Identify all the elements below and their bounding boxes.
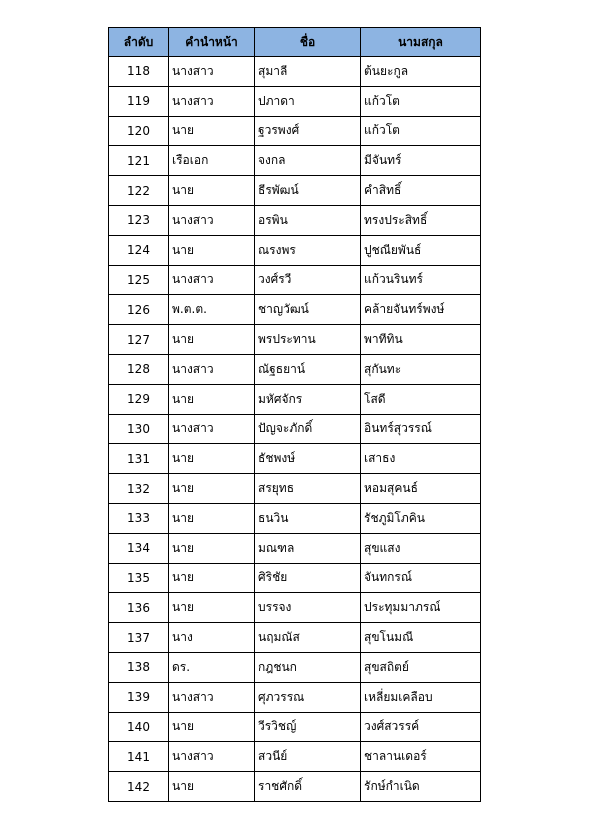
cell-surname: แก้วโต <box>361 86 481 116</box>
table-row <box>109 384 481 414</box>
cell-name: อรพิน <box>255 205 361 235</box>
cell-surname: สุขโนมณี <box>361 623 481 653</box>
cell-prefix: นาง <box>169 623 255 653</box>
cell-no: 124 <box>109 235 169 265</box>
cell-name: กฎชนก <box>255 652 361 682</box>
cell-no: 138 <box>109 652 169 682</box>
cell-surname: เหลี่ยมเคลือบ <box>361 682 481 712</box>
cell-name: ปัญจะภักดิ์ <box>255 414 361 444</box>
cell-surname: เสาธง <box>361 444 481 474</box>
cell-prefix: นาย <box>169 563 255 593</box>
cell-name: วงศ์รวี <box>255 265 361 295</box>
cell-prefix: นางสาว <box>169 57 255 87</box>
table-row <box>109 325 481 355</box>
cell-surname: รักษ์กำเนิด <box>361 772 481 802</box>
cell-prefix: นางสาว <box>169 205 255 235</box>
cell-no: 123 <box>109 205 169 235</box>
cell-surname: สุขแสง <box>361 533 481 563</box>
cell-no: 126 <box>109 295 169 325</box>
table-row <box>109 295 481 325</box>
cell-name: มณฑล <box>255 533 361 563</box>
cell-name: ศุภวรรณ <box>255 682 361 712</box>
table-row <box>109 742 481 772</box>
cell-no: 140 <box>109 712 169 742</box>
cell-name: ธัชพงษ์ <box>255 444 361 474</box>
table-row <box>109 146 481 176</box>
cell-name: ชาญวัฒน์ <box>255 295 361 325</box>
name-list-table-container <box>108 27 480 802</box>
cell-name: นฤมณัส <box>255 623 361 653</box>
cell-surname: ชาลานเดอร์ <box>361 742 481 772</box>
table-row <box>109 563 481 593</box>
cell-surname: พาทีทิน <box>361 325 481 355</box>
column-header-name: ชื่อ <box>255 28 361 57</box>
cell-surname: แก้วโต <box>361 116 481 146</box>
cell-name: ปภาดา <box>255 86 361 116</box>
table-row <box>109 623 481 653</box>
cell-name: มหัศจักร <box>255 384 361 414</box>
cell-no: 129 <box>109 384 169 414</box>
cell-surname: สุขสถิตย์ <box>361 652 481 682</box>
cell-name: ธนวิน <box>255 503 361 533</box>
cell-surname: รัชภูมิโภคิน <box>361 503 481 533</box>
cell-prefix: ดร. <box>169 652 255 682</box>
cell-surname: ประทุมมาภรณ์ <box>361 593 481 623</box>
cell-name: วีรวิชญ์ <box>255 712 361 742</box>
cell-prefix: นาย <box>169 384 255 414</box>
cell-no: 130 <box>109 414 169 444</box>
table-row <box>109 474 481 504</box>
cell-prefix: นาย <box>169 772 255 802</box>
cell-prefix: นาย <box>169 116 255 146</box>
header-row <box>109 28 481 57</box>
cell-prefix: นางสาว <box>169 414 255 444</box>
table-row <box>109 205 481 235</box>
cell-no: 135 <box>109 563 169 593</box>
table-row <box>109 712 481 742</box>
table-row <box>109 593 481 623</box>
column-header-no: ลำดับ <box>109 28 169 57</box>
cell-prefix: เรือเอก <box>169 146 255 176</box>
cell-no: 119 <box>109 86 169 116</box>
cell-name: ราชศักดิ์ <box>255 772 361 802</box>
table-header <box>109 28 481 57</box>
cell-no: 121 <box>109 146 169 176</box>
cell-name: ฐวรพงศ์ <box>255 116 361 146</box>
cell-prefix: นาย <box>169 176 255 206</box>
name-list-table <box>108 27 481 802</box>
cell-prefix: นางสาว <box>169 265 255 295</box>
cell-no: 128 <box>109 354 169 384</box>
cell-surname: โสดี <box>361 384 481 414</box>
cell-prefix: นาย <box>169 533 255 563</box>
table-body <box>109 57 481 802</box>
cell-no: 118 <box>109 57 169 87</box>
cell-prefix: นาย <box>169 235 255 265</box>
cell-no: 131 <box>109 444 169 474</box>
cell-no: 142 <box>109 772 169 802</box>
cell-name: สุมาลี <box>255 57 361 87</box>
cell-prefix: นาย <box>169 503 255 533</box>
cell-surname: สุกันทะ <box>361 354 481 384</box>
table-row <box>109 533 481 563</box>
table-row <box>109 772 481 802</box>
cell-name: พรประทาน <box>255 325 361 355</box>
cell-surname: หอมสุคนธ์ <box>361 474 481 504</box>
cell-prefix: นางสาว <box>169 354 255 384</box>
cell-name: สรยุทธ <box>255 474 361 504</box>
cell-no: 125 <box>109 265 169 295</box>
table-row <box>109 176 481 206</box>
table-row <box>109 444 481 474</box>
table-row <box>109 86 481 116</box>
cell-name: สวนีย์ <box>255 742 361 772</box>
table-row <box>109 414 481 444</box>
cell-prefix: นางสาว <box>169 86 255 116</box>
cell-no: 141 <box>109 742 169 772</box>
cell-no: 127 <box>109 325 169 355</box>
cell-name: จงกล <box>255 146 361 176</box>
cell-surname: คำสิทธิ์ <box>361 176 481 206</box>
cell-surname: ทรงประสิทธิ์ <box>361 205 481 235</box>
cell-no: 134 <box>109 533 169 563</box>
cell-no: 136 <box>109 593 169 623</box>
table-row <box>109 652 481 682</box>
cell-prefix: นาย <box>169 474 255 504</box>
cell-prefix: นาย <box>169 712 255 742</box>
cell-name: ณัฐธยาน์ <box>255 354 361 384</box>
cell-name: ศิริชัย <box>255 563 361 593</box>
cell-prefix: นาย <box>169 325 255 355</box>
cell-prefix: นางสาว <box>169 742 255 772</box>
cell-surname: มีจันทร์ <box>361 146 481 176</box>
cell-prefix: นาย <box>169 593 255 623</box>
cell-prefix: พ.ต.ต. <box>169 295 255 325</box>
cell-surname: ต้นยะกูล <box>361 57 481 87</box>
cell-prefix: นางสาว <box>169 682 255 712</box>
cell-no: 120 <box>109 116 169 146</box>
cell-no: 132 <box>109 474 169 504</box>
cell-prefix: นาย <box>169 444 255 474</box>
column-header-surname: นามสกุล <box>361 28 481 57</box>
cell-no: 133 <box>109 503 169 533</box>
table-row <box>109 503 481 533</box>
cell-no: 137 <box>109 623 169 653</box>
cell-no: 139 <box>109 682 169 712</box>
table-row <box>109 57 481 87</box>
cell-surname: ปูชณียพันธ์ <box>361 235 481 265</box>
table-row <box>109 235 481 265</box>
table-row <box>109 116 481 146</box>
cell-surname: แก้วนรินทร์ <box>361 265 481 295</box>
cell-name: ธีรพัฒน์ <box>255 176 361 206</box>
cell-name: บรรจง <box>255 593 361 623</box>
table-row <box>109 265 481 295</box>
cell-surname: จันทกรณ์ <box>361 563 481 593</box>
cell-surname: อินทร์สุวรรณ์ <box>361 414 481 444</box>
table-row <box>109 682 481 712</box>
cell-name: ณรงพร <box>255 235 361 265</box>
cell-surname: คล้ายจันทร์พงษ์ <box>361 295 481 325</box>
column-header-prefix: คำนำหน้า <box>169 28 255 57</box>
table-row <box>109 354 481 384</box>
cell-surname: วงศ์สวรรค์ <box>361 712 481 742</box>
cell-no: 122 <box>109 176 169 206</box>
